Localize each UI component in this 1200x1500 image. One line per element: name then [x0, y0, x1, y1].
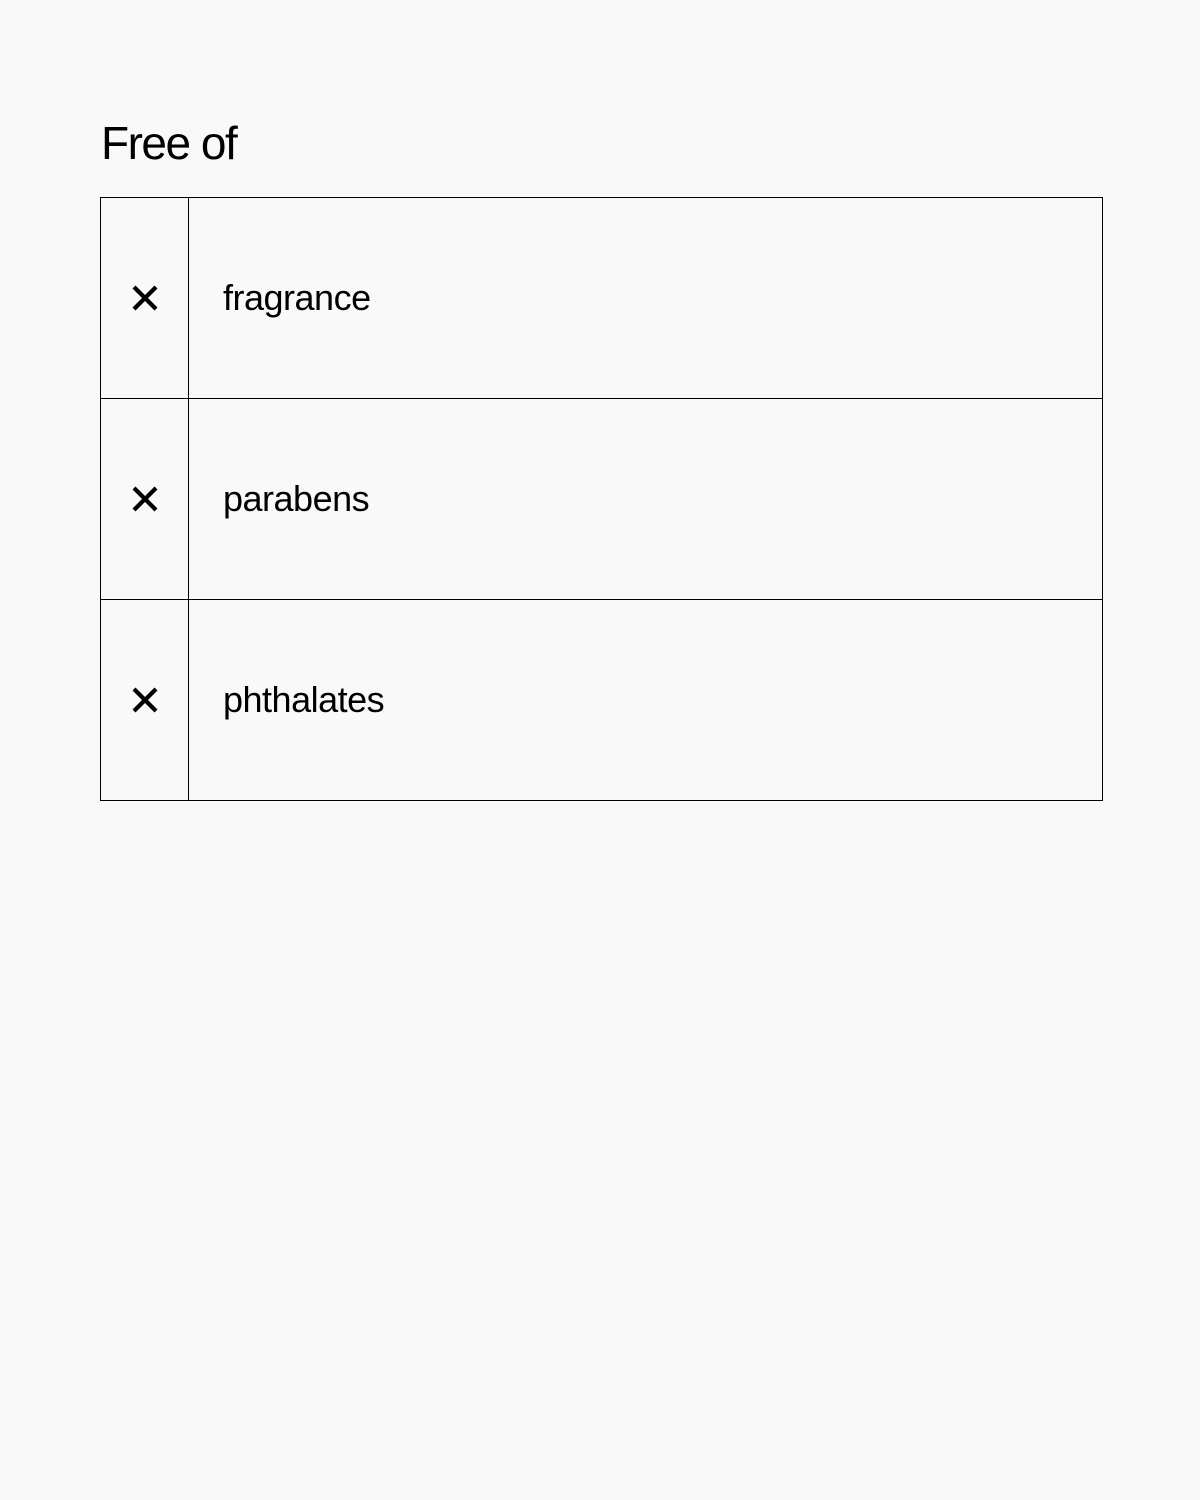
- free-of-table: [100, 197, 1103, 801]
- icon-cell: [101, 198, 189, 398]
- table-row: [101, 599, 1102, 800]
- ingredient-label: fragrance: [223, 277, 371, 318]
- cross-icon: [131, 284, 159, 312]
- table-row: [101, 398, 1102, 599]
- cross-icon: [131, 686, 159, 714]
- cross-icon: [131, 485, 159, 513]
- ingredient-label: phthalates: [223, 679, 385, 720]
- table-row: [101, 198, 1102, 398]
- ingredient-label: parabens: [223, 478, 370, 519]
- icon-cell: [101, 399, 189, 599]
- icon-cell: [101, 600, 189, 800]
- section-title: Free of: [101, 117, 237, 169]
